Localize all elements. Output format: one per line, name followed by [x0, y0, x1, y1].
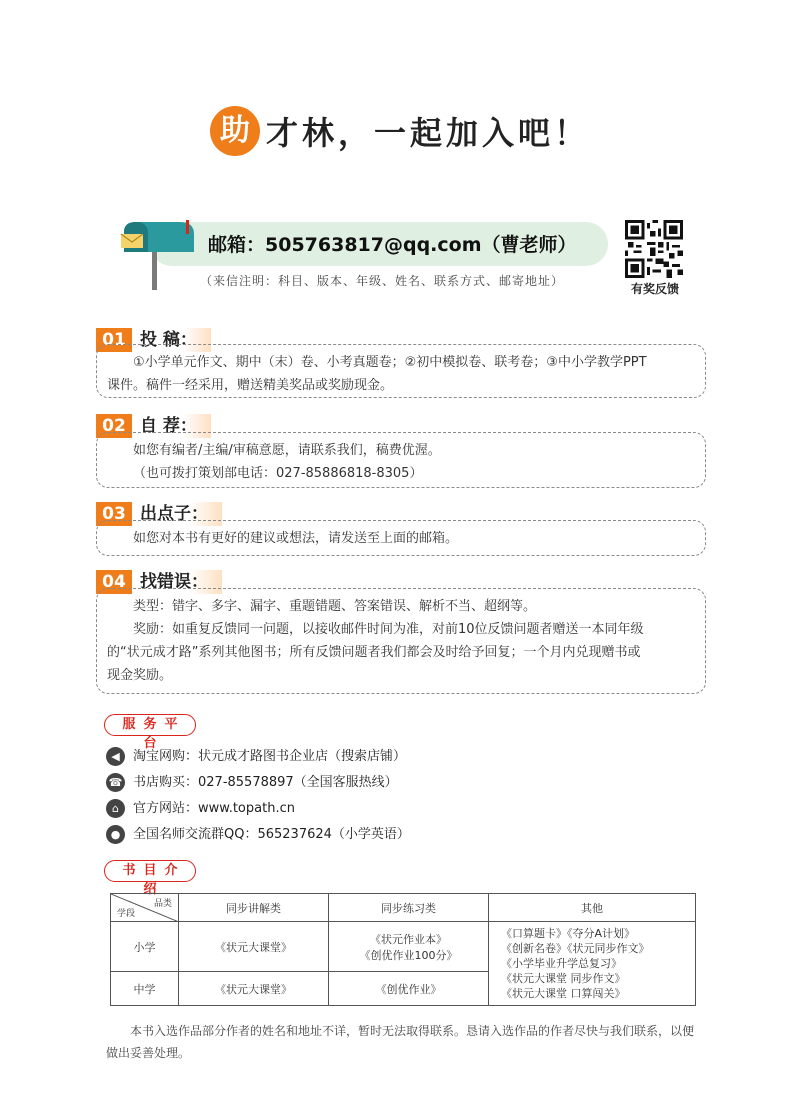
section-submit-box — [96, 344, 706, 398]
qr-label: 有奖反馈 — [630, 282, 679, 296]
mailbox-icon — [120, 220, 202, 290]
home-icon: ⌂ — [106, 799, 125, 818]
stage-cell: 中学 — [111, 972, 179, 1006]
practice-cell — [329, 922, 489, 972]
service-website[interactable] — [106, 798, 295, 820]
column-header: 同步讲解类 — [179, 894, 329, 922]
section-line: 类型：错字、多字、漏字、重题错题、答案错误、解析不当、超纲等。 — [133, 599, 537, 614]
section-number: 03 — [96, 502, 132, 526]
section-title: 自 荐： — [140, 414, 211, 438]
section-recommend-box — [96, 432, 706, 488]
section-line: （也可拨打策划部电话：027-85886818-8305） — [133, 466, 423, 481]
service-text: 淘宝网购：状元成才路图书企业店（搜索店铺） — [133, 749, 407, 764]
section-title: 出点子： — [140, 502, 222, 526]
section-number: 02 — [96, 414, 132, 438]
section-line: 如您有编者/主编/审稿意愿，请联系我们，稿费优渥。 — [133, 443, 441, 458]
service-text: 书店购买：027-85578897（全国客服热线） — [133, 775, 398, 790]
phone-icon: ☎ — [106, 773, 125, 792]
section-number: 01 — [96, 328, 132, 352]
book-title: 《创优作业100分》 — [359, 948, 458, 962]
section-title: 找错误： — [140, 570, 222, 594]
section-line: 的“状元成才路”系列其他图书；所有反馈问题者我们都会及时给予回复；一个月内兑现赠书或 — [107, 645, 641, 660]
section-number: 04 — [96, 570, 132, 594]
book-title: 《状元大课堂 同步作文》 — [501, 972, 626, 985]
title-text: 才林，一起加入吧！ — [265, 114, 590, 152]
stage-cell: 小学 — [111, 922, 179, 972]
service-heading: 服务平台 — [104, 714, 196, 736]
practice-cell — [329, 972, 489, 1006]
footnote: 本书入选作品部分作者的姓名和地址不详，暂时无法取得联系。恳请入选作品的作者尽快与我们联系，以便做出妥善处理。 — [106, 1024, 695, 1060]
table-header-row — [111, 894, 696, 922]
page-title — [0, 106, 800, 156]
explain-cell: 《状元大课堂》 — [179, 922, 329, 972]
corner-category-label: 品类 — [153, 899, 172, 909]
books-table — [110, 893, 696, 1006]
qr-code-icon — [625, 220, 683, 278]
service-text: 官方网站：www.topath.cn — [133, 801, 295, 816]
book-title: 《状元作业本》 — [370, 932, 447, 946]
book-title: 《小学毕业升学总复习》 — [501, 957, 622, 970]
service-phone[interactable] — [106, 772, 398, 794]
service-qq-group[interactable] — [106, 824, 410, 846]
email-note: （来信注明：科目、版本、年级、姓名、联系方式、邮寄地址） — [200, 274, 565, 288]
section-ideas-box — [96, 520, 706, 556]
books-heading: 书目介绍 — [104, 860, 196, 882]
book-title: 《状元大课堂 口算闯关》 — [501, 987, 626, 1000]
section-title: 投 稿： — [140, 328, 211, 352]
section-line: 如您对本书有更好的建议或想法，请发送至上面的邮箱。 — [133, 531, 459, 546]
table-corner-cell — [111, 894, 179, 922]
megaphone-icon: ◀ — [106, 747, 125, 766]
explain-cell: 《状元大课堂》 — [179, 972, 329, 1006]
column-header: 其他 — [489, 894, 696, 922]
section-line: 现金奖励。 — [107, 668, 173, 683]
service-text: 全国名师交流群QQ：565237624（小学英语） — [133, 827, 410, 842]
corner-stage-label: 学段 — [117, 909, 136, 919]
email-address[interactable]: 邮箱：505763817@qq.com（曹老师） — [208, 234, 577, 256]
title-badge: 助 — [210, 106, 260, 156]
book-title: 《创优作业》 — [375, 982, 442, 996]
column-header: 同步练习类 — [329, 894, 489, 922]
others-cell — [489, 922, 696, 1006]
section-line: ①小学单元作文、期中（末）卷、小考真题卷；②初中模拟卷、联考卷；③中小学教学PPT — [133, 355, 647, 370]
section-line: 奖励：如重复反馈同一问题，以接收邮件时间为准，对前10位反馈问题者赠送一本同年级 — [133, 622, 644, 637]
book-title: 《口算题卡》《夺分A计划》 — [501, 927, 636, 940]
service-taobao[interactable] — [106, 746, 406, 768]
section-line: 课件。稿件一经采用，赠送精美奖品或奖励现金。 — [107, 378, 394, 393]
group-icon: ● — [106, 825, 125, 844]
table-row — [111, 922, 696, 972]
section-errors-box — [96, 588, 706, 694]
book-title: 《创新名卷》《状元同步作文》 — [501, 942, 650, 955]
